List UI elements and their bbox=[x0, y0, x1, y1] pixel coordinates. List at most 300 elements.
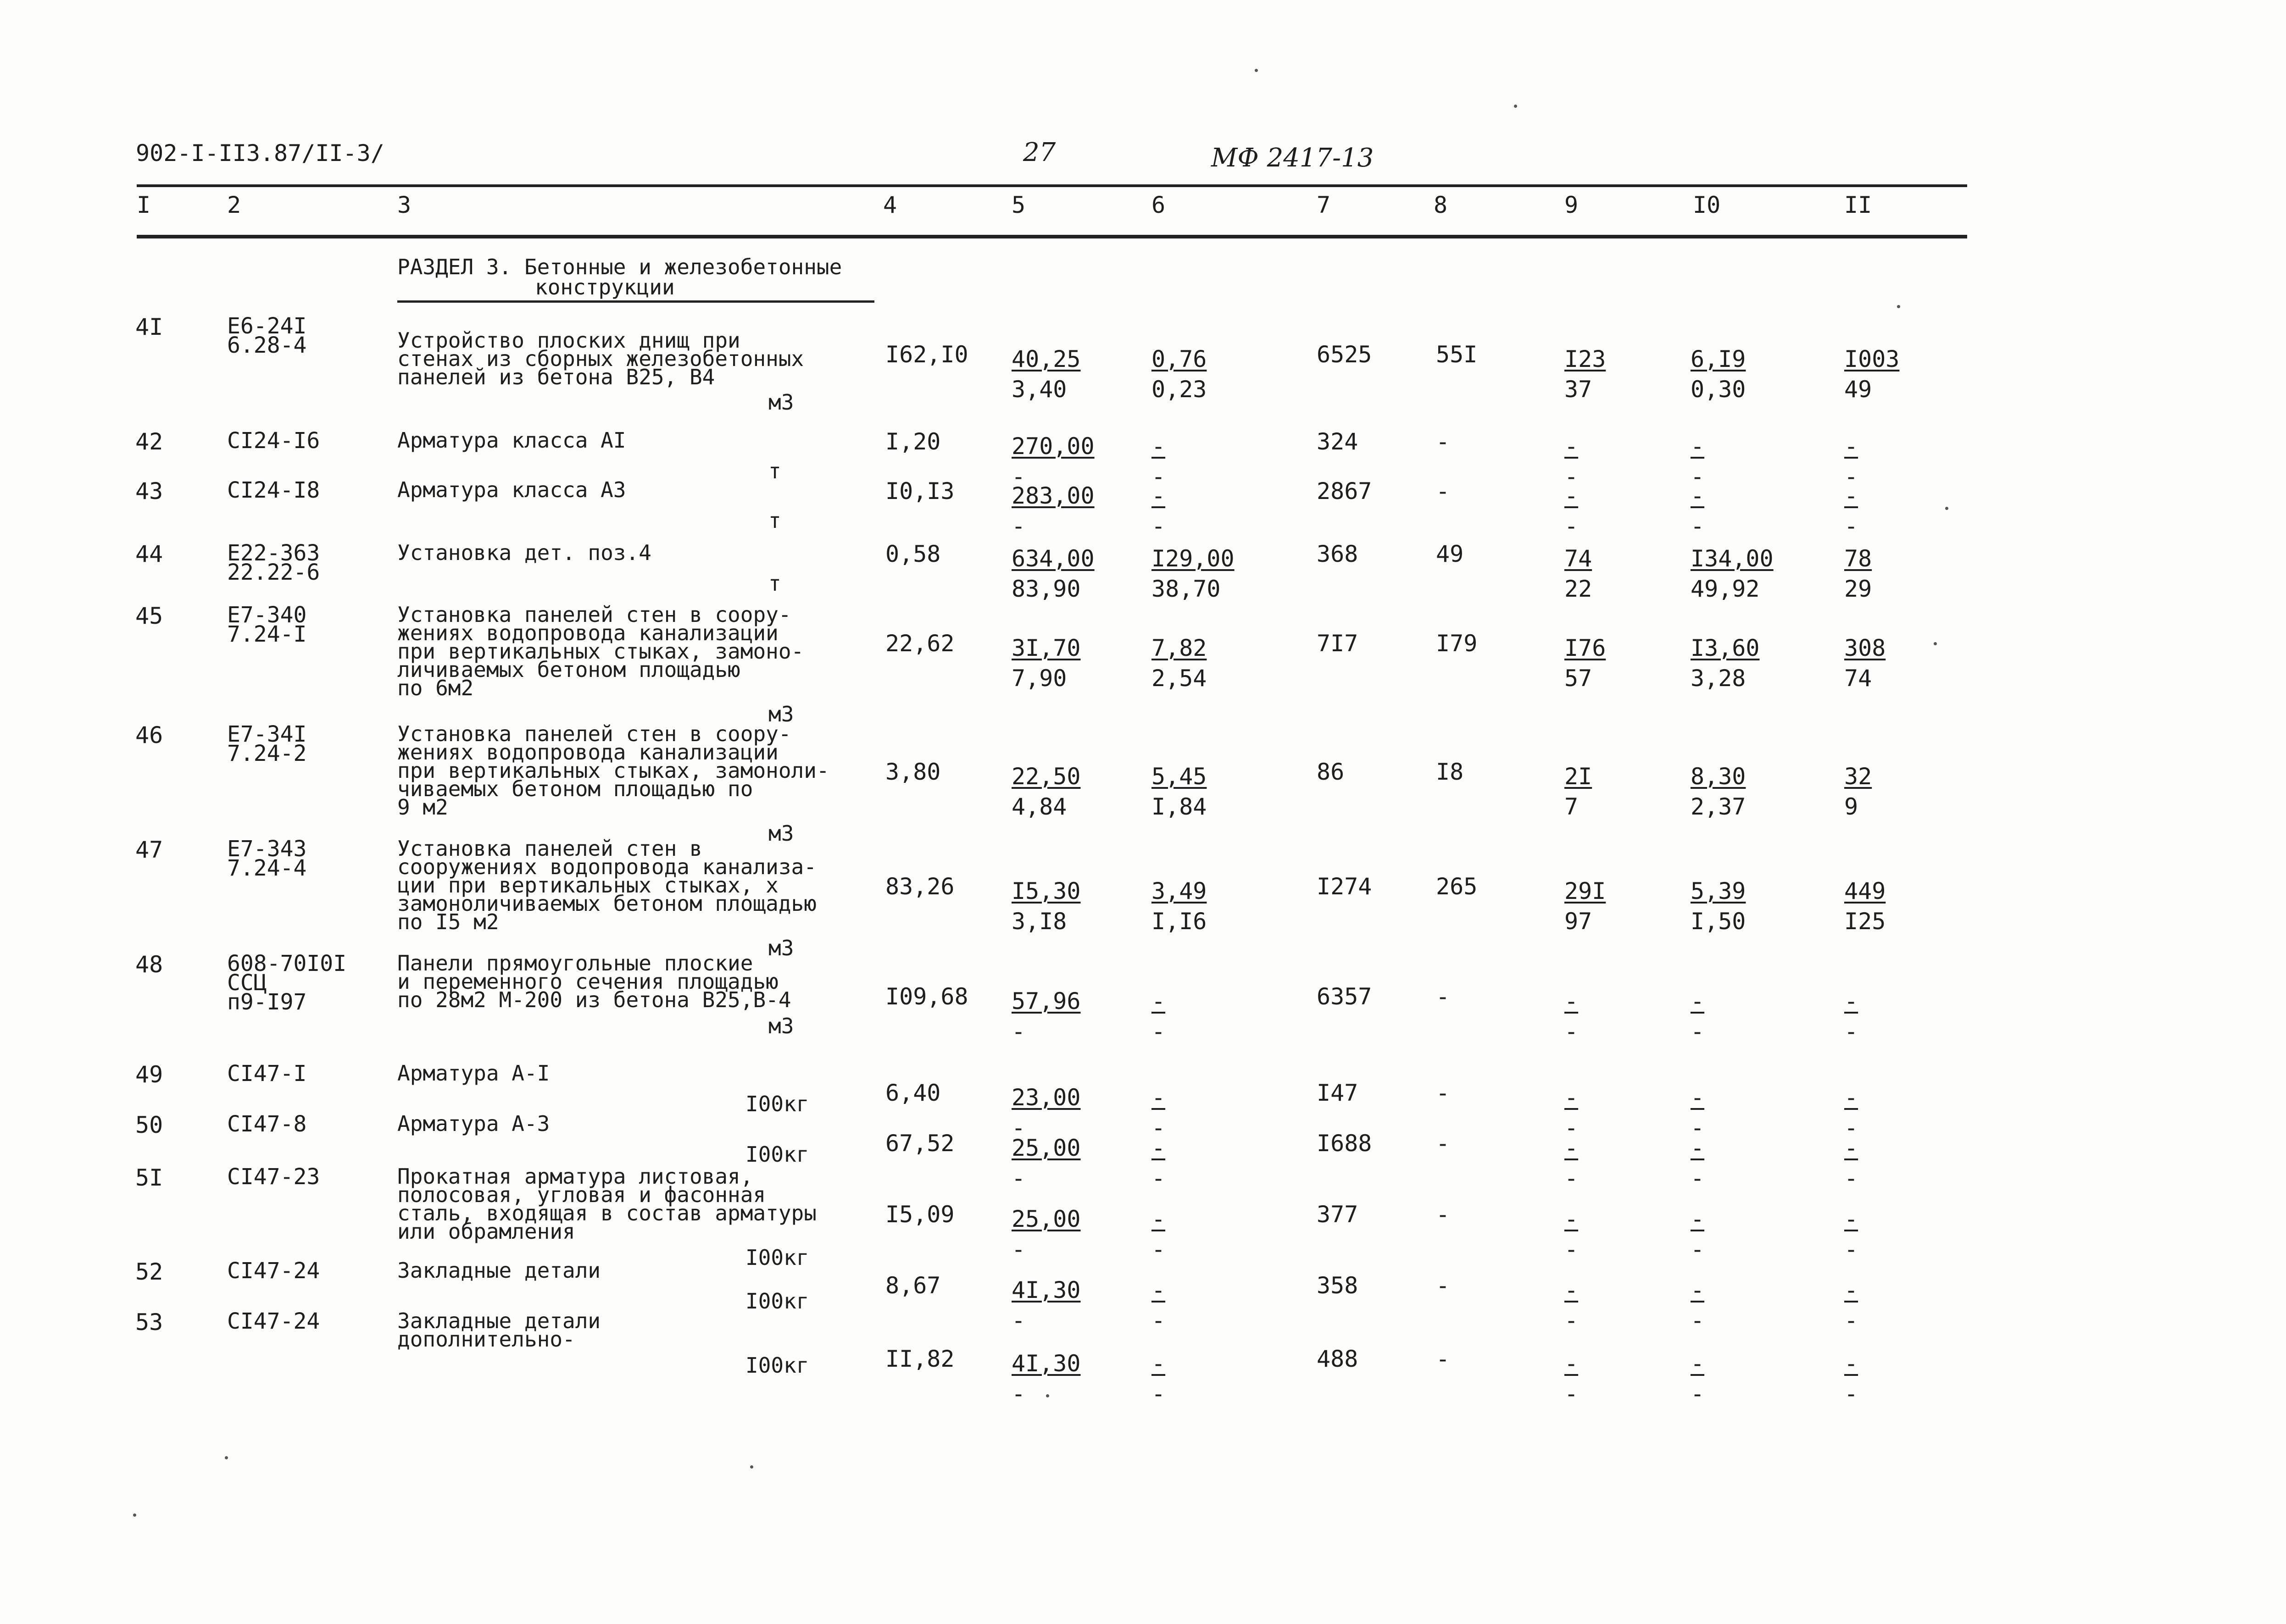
fraction-numerator: 32 bbox=[1844, 763, 1872, 790]
description-line: или обрамления bbox=[397, 1219, 575, 1244]
description-line: Панели прямоугольные плоские bbox=[397, 951, 753, 976]
cost-fraction-c5 bbox=[1012, 1275, 1081, 1336]
description-line: при вертикальных стыках, замоноли- bbox=[397, 758, 829, 783]
quantity: 8,67 bbox=[885, 1272, 941, 1299]
description-line: Арматура класса АI bbox=[397, 428, 626, 453]
description-line: при вертикальных стыках, замоно- bbox=[397, 639, 804, 664]
cost-fraction-c5 bbox=[1012, 344, 1081, 405]
fraction-numerator: - bbox=[1691, 988, 1705, 1014]
norm-code bbox=[227, 1061, 307, 1086]
work-description bbox=[397, 951, 874, 1012]
quantity: 0,58 bbox=[885, 541, 941, 567]
fraction-numerator: - bbox=[1691, 1084, 1705, 1111]
cost-fraction-c5 bbox=[1012, 633, 1081, 693]
norm-code-line: СI47-24 bbox=[227, 1258, 320, 1284]
norm-code bbox=[227, 602, 307, 647]
norm-code-line: СI24-I8 bbox=[227, 477, 320, 503]
description-line: по 28м2 М-200 из бетона В25,В-4 bbox=[397, 987, 791, 1012]
row-number: 5I bbox=[135, 1164, 163, 1191]
description-line: Арматура класса А3 bbox=[397, 477, 626, 502]
cost-total: 488 bbox=[1317, 1346, 1358, 1372]
cost-total: 324 bbox=[1317, 428, 1358, 455]
fraction-denominator: - bbox=[1691, 1018, 1705, 1045]
norm-code bbox=[227, 1258, 320, 1284]
fraction-numerator: - bbox=[1564, 482, 1579, 509]
fraction-denominator: - bbox=[1012, 1165, 1026, 1192]
norm-code-line: Е22-363 bbox=[227, 540, 320, 566]
cost-fraction-c10 bbox=[1691, 1133, 1704, 1193]
norm-code bbox=[227, 313, 307, 358]
fraction-denominator: 22 bbox=[1564, 576, 1592, 602]
description-line: сталь, входящая в состав арматуры bbox=[397, 1201, 817, 1225]
row-number: 43 bbox=[135, 478, 163, 504]
fraction-numerator: - bbox=[1691, 1135, 1705, 1161]
norm-code bbox=[227, 428, 320, 454]
fraction-denominator: - bbox=[1151, 513, 1166, 539]
fraction-numerator: 25,00 bbox=[1012, 1206, 1081, 1232]
fraction-denominator: - bbox=[1564, 1307, 1579, 1334]
norm-code bbox=[227, 1111, 307, 1137]
cost-total: 377 bbox=[1317, 1201, 1358, 1228]
cost-fraction-c6 bbox=[1151, 344, 1207, 405]
cost-fraction-c9 bbox=[1564, 876, 1606, 937]
wages-total: 265 bbox=[1436, 873, 1478, 900]
fraction-numerator: - bbox=[1691, 482, 1705, 509]
column-number: 7 bbox=[1317, 192, 1331, 218]
quantity: 6,40 bbox=[885, 1080, 941, 1106]
row-number: 53 bbox=[135, 1309, 163, 1336]
fraction-numerator: - bbox=[1151, 1084, 1166, 1111]
fraction-numerator: I23 bbox=[1564, 346, 1606, 372]
fraction-denominator: I,50 bbox=[1691, 908, 1746, 935]
work-description bbox=[397, 428, 874, 453]
fraction-denominator: 49,92 bbox=[1691, 576, 1760, 602]
cost-fraction-c11 bbox=[1844, 1348, 1858, 1409]
fraction-denominator: 83,90 bbox=[1012, 576, 1081, 602]
cost-fraction-c11 bbox=[1844, 876, 1886, 937]
cost-fraction-c10 bbox=[1691, 481, 1704, 541]
column-number: 6 bbox=[1151, 192, 1166, 218]
fraction-numerator: - bbox=[1564, 1350, 1579, 1377]
fraction-denominator: - bbox=[1844, 463, 1858, 490]
fraction-denominator: 2,37 bbox=[1691, 793, 1746, 820]
quantity: I0,I3 bbox=[885, 478, 955, 504]
fraction-numerator: - bbox=[1151, 482, 1166, 509]
archive-code: МФ 2417-13 bbox=[1211, 143, 1374, 173]
cost-fraction-c10 bbox=[1691, 633, 1760, 693]
scan-speck bbox=[1255, 69, 1258, 72]
fraction-denominator: - bbox=[1691, 1307, 1705, 1334]
fraction-denominator: 3,28 bbox=[1691, 665, 1746, 692]
fraction-numerator: 6,I9 bbox=[1691, 346, 1746, 372]
fraction-denominator: 0,30 bbox=[1691, 376, 1746, 403]
fraction-denominator: 9 bbox=[1844, 793, 1858, 820]
unit-of-measure: I00кг bbox=[745, 1092, 809, 1116]
norm-code bbox=[227, 836, 307, 881]
fraction-denominator: - bbox=[1691, 513, 1705, 539]
scan-speck bbox=[1046, 1394, 1049, 1397]
unit-of-measure: т bbox=[768, 571, 781, 596]
cost-total: 6525 bbox=[1317, 341, 1372, 368]
cost-fraction-c9 bbox=[1564, 761, 1592, 822]
norm-code-line: 7.24-I bbox=[227, 621, 307, 647]
wages-total: - bbox=[1436, 1201, 1450, 1228]
description-line: по I5 м2 bbox=[397, 909, 499, 934]
cost-total: 368 bbox=[1317, 541, 1358, 567]
unit-of-measure: м3 bbox=[768, 1014, 794, 1038]
description-line: полосовая, угловая и фасонная bbox=[397, 1182, 766, 1207]
fraction-denominator: I25 bbox=[1844, 908, 1886, 935]
norm-code bbox=[227, 477, 320, 503]
norm-code-line: п9-I97 bbox=[227, 989, 307, 1015]
fraction-numerator: I29,00 bbox=[1151, 545, 1235, 572]
fraction-denominator: - bbox=[1844, 513, 1858, 539]
fraction-numerator: 270,00 bbox=[1012, 433, 1095, 460]
fraction-numerator: - bbox=[1564, 433, 1579, 460]
cost-fraction-c6 bbox=[1151, 1348, 1165, 1409]
cost-fraction-c11 bbox=[1844, 1275, 1858, 1336]
section-title-line: конструкции bbox=[535, 275, 675, 299]
fraction-denominator: - bbox=[1151, 1114, 1166, 1141]
work-description bbox=[397, 1111, 874, 1136]
column-number: 8 bbox=[1434, 192, 1448, 218]
fraction-numerator: 5,45 bbox=[1151, 763, 1207, 790]
scan-speck bbox=[133, 1513, 136, 1517]
fraction-denominator: 57 bbox=[1564, 665, 1592, 692]
fraction-denominator: - bbox=[1151, 1165, 1166, 1192]
fraction-numerator: - bbox=[1151, 988, 1166, 1014]
cost-fraction-c5 bbox=[1012, 543, 1095, 604]
fraction-denominator: - bbox=[1844, 1236, 1858, 1263]
fraction-numerator: 40,25 bbox=[1012, 346, 1081, 372]
norm-code-line: Е6-24I bbox=[227, 313, 307, 339]
cost-fraction-c6 bbox=[1151, 543, 1235, 604]
fraction-denominator: - bbox=[1564, 1380, 1579, 1407]
unit-of-measure: м3 bbox=[768, 821, 794, 846]
fraction-denominator: 49 bbox=[1844, 376, 1872, 403]
cost-total: 2867 bbox=[1317, 478, 1372, 504]
fraction-denominator: - bbox=[1844, 1018, 1858, 1045]
fraction-numerator: 634,00 bbox=[1012, 545, 1095, 572]
cost-fraction-c9 bbox=[1564, 1348, 1578, 1409]
cost-fraction-c5 bbox=[1012, 876, 1081, 937]
work-description bbox=[397, 328, 874, 389]
fraction-numerator: - bbox=[1564, 1206, 1579, 1232]
description-line: и переменного сечения площадью bbox=[397, 969, 779, 994]
norm-code-line: 7.24-4 bbox=[227, 855, 307, 881]
fraction-numerator: I5,30 bbox=[1012, 878, 1081, 904]
cost-fraction-c10 bbox=[1691, 543, 1774, 604]
wages-total: 55I bbox=[1436, 341, 1478, 368]
description-line: ции при вертикальных стыках, х bbox=[397, 873, 779, 898]
fraction-numerator: - bbox=[1844, 1135, 1858, 1161]
work-description bbox=[397, 477, 874, 502]
work-description bbox=[397, 1164, 874, 1244]
norm-code bbox=[227, 951, 347, 1015]
fraction-numerator: 283,00 bbox=[1012, 482, 1095, 509]
fraction-denominator: - bbox=[1012, 1380, 1026, 1407]
norm-code-line: Е7-343 bbox=[227, 836, 307, 862]
fraction-numerator: 29I bbox=[1564, 878, 1606, 904]
section-title-line: РАЗДЕЛ 3. Бетонные и железобетонные bbox=[397, 255, 842, 279]
fraction-numerator: - bbox=[1691, 1277, 1705, 1303]
fraction-numerator: - bbox=[1691, 1206, 1705, 1232]
cost-fraction-c5 bbox=[1012, 761, 1081, 822]
fraction-denominator: - bbox=[1012, 463, 1026, 490]
cost-fraction-c10 bbox=[1691, 1348, 1704, 1409]
fraction-denominator: 2,54 bbox=[1151, 665, 1207, 692]
fraction-denominator: - bbox=[1691, 1114, 1705, 1141]
unit-of-measure: I00кг bbox=[745, 1142, 809, 1167]
norm-code bbox=[227, 1164, 320, 1190]
cost-fraction-c9 bbox=[1564, 1133, 1578, 1193]
fraction-numerator: - bbox=[1844, 482, 1858, 509]
fraction-numerator: - bbox=[1844, 1084, 1858, 1111]
wages-total: - bbox=[1436, 1080, 1450, 1106]
fraction-numerator: - bbox=[1564, 1277, 1579, 1303]
fraction-numerator: 5,39 bbox=[1691, 878, 1746, 904]
row-number: 46 bbox=[135, 722, 163, 748]
cost-fraction-c9 bbox=[1564, 543, 1592, 604]
fraction-numerator: 4I,30 bbox=[1012, 1277, 1081, 1303]
cost-fraction-c6 bbox=[1151, 1204, 1165, 1264]
norm-code-line: 7.24-2 bbox=[227, 741, 307, 766]
fraction-denominator: 37 bbox=[1564, 376, 1592, 403]
fraction-denominator: - bbox=[1151, 463, 1166, 490]
norm-code-line: ССЦ bbox=[227, 970, 267, 996]
cost-fraction-c11 bbox=[1844, 481, 1858, 541]
cost-fraction-c5 bbox=[1012, 1133, 1081, 1193]
fraction-numerator: I3,60 bbox=[1691, 635, 1760, 661]
norm-code-line: 6.28-4 bbox=[227, 333, 307, 358]
fraction-numerator: 7,82 bbox=[1151, 635, 1207, 661]
fraction-numerator: 78 bbox=[1844, 545, 1872, 572]
norm-code-line: 22.22-6 bbox=[227, 560, 320, 585]
description-line: дополнительно- bbox=[397, 1327, 575, 1352]
row-number: 4I bbox=[135, 314, 163, 340]
norm-code-line: Е7-34I bbox=[227, 721, 307, 747]
fraction-denominator: - bbox=[1012, 1114, 1026, 1141]
fraction-numerator: I003 bbox=[1844, 346, 1900, 372]
quantity: I62,I0 bbox=[885, 341, 968, 368]
quantity: I,20 bbox=[885, 428, 941, 455]
norm-code-line: Е7-340 bbox=[227, 602, 307, 628]
fraction-denominator: I,84 bbox=[1151, 793, 1207, 820]
cost-total: 86 bbox=[1317, 759, 1345, 785]
fraction-denominator: - bbox=[1691, 1380, 1705, 1407]
row-number: 49 bbox=[135, 1061, 163, 1088]
norm-code-line: СI47-24 bbox=[227, 1308, 320, 1334]
unit-of-measure: м3 bbox=[768, 936, 794, 960]
quantity: 83,26 bbox=[885, 873, 955, 900]
fraction-denominator: - bbox=[1844, 1165, 1858, 1192]
fraction-denominator: - bbox=[1151, 1307, 1166, 1334]
cost-total: 358 bbox=[1317, 1272, 1358, 1299]
cost-fraction-c11 bbox=[1844, 344, 1899, 405]
unit-of-measure: м3 bbox=[768, 702, 794, 726]
row-number: 50 bbox=[135, 1112, 163, 1138]
fraction-numerator: - bbox=[1151, 433, 1166, 460]
work-description bbox=[397, 540, 874, 565]
description-line: Прокатная арматура листовая, bbox=[397, 1164, 753, 1189]
cost-fraction-c6 bbox=[1151, 481, 1165, 541]
fraction-denominator: - bbox=[1844, 1307, 1858, 1334]
work-description bbox=[397, 1061, 874, 1086]
quantity: 22,62 bbox=[885, 630, 955, 657]
work-description bbox=[397, 721, 874, 820]
quantity: I09,68 bbox=[885, 983, 968, 1010]
cost-fraction-c11 bbox=[1844, 761, 1872, 822]
description-line: Установка дет. поз.4 bbox=[397, 540, 651, 565]
quantity: 67,52 bbox=[885, 1130, 955, 1157]
cost-fraction-c6 bbox=[1151, 1275, 1165, 1336]
cost-fraction-c9 bbox=[1564, 1275, 1578, 1336]
description-line: стенах из сборных железобетонных bbox=[397, 346, 804, 371]
cost-fraction-c11 bbox=[1844, 986, 1858, 1047]
wages-total: - bbox=[1436, 1130, 1450, 1157]
fraction-denominator: I,I6 bbox=[1151, 908, 1207, 935]
fraction-denominator: - bbox=[1564, 513, 1579, 539]
quantity: II,82 bbox=[885, 1346, 955, 1372]
cost-fraction-c9 bbox=[1564, 481, 1578, 541]
cost-fraction-c11 bbox=[1844, 1133, 1858, 1193]
description-line: панелей из бетона В25, В4 bbox=[397, 365, 715, 389]
scan-speck bbox=[1934, 642, 1937, 645]
description-line: по 6м2 bbox=[397, 676, 474, 700]
column-number: 5 bbox=[1012, 192, 1026, 218]
description-line: чиваемых бетоном площадью по bbox=[397, 776, 753, 801]
fraction-numerator: - bbox=[1564, 988, 1579, 1014]
fraction-denominator: 3,40 bbox=[1012, 376, 1067, 403]
fraction-denominator: - bbox=[1691, 1236, 1705, 1263]
fraction-denominator: - bbox=[1844, 1114, 1858, 1141]
description-line: Закладные детали bbox=[397, 1308, 601, 1333]
fraction-denominator: 7,90 bbox=[1012, 665, 1067, 692]
fraction-numerator: - bbox=[1844, 1277, 1858, 1303]
fraction-denominator: - bbox=[1564, 1236, 1579, 1263]
scan-speck bbox=[225, 1456, 228, 1459]
wages-total: - bbox=[1436, 1272, 1450, 1299]
fraction-numerator: 23,00 bbox=[1012, 1084, 1081, 1111]
description-line: жениях водопровода канализации bbox=[397, 740, 779, 765]
fraction-denominator: - bbox=[1564, 1114, 1579, 1141]
cost-total: I47 bbox=[1317, 1080, 1358, 1106]
cost-fraction-c5 bbox=[1012, 986, 1081, 1047]
scan-speck bbox=[1945, 507, 1948, 510]
cost-fraction-c5 bbox=[1012, 1348, 1081, 1409]
column-number: 9 bbox=[1564, 192, 1579, 218]
unit-of-measure: I00кг bbox=[745, 1353, 809, 1378]
cost-fraction-c6 bbox=[1151, 986, 1165, 1047]
fraction-denominator: - bbox=[1012, 1018, 1026, 1045]
fraction-denominator: 3,I8 bbox=[1012, 908, 1067, 935]
description-line: Установка панелей стен в соору- bbox=[397, 721, 791, 746]
wages-total: - bbox=[1436, 478, 1450, 504]
description-line: сооружениях водопровода канализа- bbox=[397, 854, 817, 879]
description-line: Арматура А-3 bbox=[397, 1111, 550, 1136]
norm-code-line: СI47-8 bbox=[227, 1111, 307, 1137]
work-description bbox=[397, 602, 874, 700]
unit-of-measure: I00кг bbox=[745, 1289, 809, 1314]
unit-of-measure: т bbox=[768, 459, 781, 483]
cost-fraction-c9 bbox=[1564, 633, 1606, 693]
norm-code bbox=[227, 721, 307, 766]
fraction-denominator: - bbox=[1151, 1236, 1166, 1263]
fraction-numerator: 4I,30 bbox=[1012, 1350, 1081, 1377]
fraction-numerator: I76 bbox=[1564, 635, 1606, 661]
fraction-denominator: - bbox=[1012, 1307, 1026, 1334]
fraction-denominator: - bbox=[1012, 513, 1026, 539]
fraction-denominator: - bbox=[1691, 1165, 1705, 1192]
cost-fraction-c5 bbox=[1012, 481, 1095, 541]
fraction-numerator: 308 bbox=[1844, 635, 1886, 661]
fraction-denominator: - bbox=[1151, 1018, 1166, 1045]
cost-fraction-c10 bbox=[1691, 1204, 1704, 1264]
cost-fraction-c9 bbox=[1564, 344, 1606, 405]
scan-speck bbox=[1514, 105, 1517, 108]
fraction-denominator: - bbox=[1151, 1380, 1166, 1407]
row-number: 48 bbox=[135, 951, 163, 978]
wages-total: 49 bbox=[1436, 541, 1464, 567]
fraction-denominator: - bbox=[1564, 1018, 1579, 1045]
fraction-denominator: - bbox=[1012, 1236, 1026, 1263]
row-number: 42 bbox=[135, 428, 163, 455]
cost-fraction-c10 bbox=[1691, 344, 1746, 405]
fraction-numerator: 3,49 bbox=[1151, 878, 1207, 904]
wages-total: I79 bbox=[1436, 630, 1478, 657]
cost-fraction-c6 bbox=[1151, 761, 1207, 822]
cost-total: 7I7 bbox=[1317, 630, 1358, 657]
description-line: Арматура А-I bbox=[397, 1061, 550, 1086]
fraction-numerator: - bbox=[1844, 433, 1858, 460]
cost-fraction-c11 bbox=[1844, 543, 1872, 604]
description-line: Устройство плоских днищ при bbox=[397, 328, 740, 353]
quantity: 3,80 bbox=[885, 759, 941, 785]
cost-fraction-c11 bbox=[1844, 1204, 1858, 1264]
fraction-denominator: 74 bbox=[1844, 665, 1872, 692]
cost-fraction-c9 bbox=[1564, 1204, 1578, 1264]
norm-code bbox=[227, 540, 320, 585]
fraction-numerator: - bbox=[1564, 1084, 1579, 1111]
cost-total: 6357 bbox=[1317, 983, 1372, 1010]
fraction-numerator: - bbox=[1151, 1206, 1166, 1232]
fraction-numerator: 3I,70 bbox=[1012, 635, 1081, 661]
row-number: 52 bbox=[135, 1258, 163, 1285]
cost-fraction-c9 bbox=[1564, 986, 1578, 1047]
fraction-numerator: 2I bbox=[1564, 763, 1592, 790]
description-line: Установка панелей стен в соору- bbox=[397, 602, 791, 627]
fraction-numerator: - bbox=[1151, 1277, 1166, 1303]
fraction-numerator: - bbox=[1151, 1135, 1166, 1161]
column-number: I bbox=[137, 192, 151, 218]
fraction-numerator: 0,76 bbox=[1151, 346, 1207, 372]
unit-of-measure: т bbox=[768, 508, 781, 533]
fraction-numerator: - bbox=[1844, 1350, 1858, 1377]
fraction-numerator: 449 bbox=[1844, 878, 1886, 904]
description-line: Установка панелей стен в bbox=[397, 836, 702, 861]
fraction-denominator: 38,70 bbox=[1151, 576, 1221, 602]
fraction-numerator: - bbox=[1844, 1206, 1858, 1232]
fraction-denominator: - bbox=[1844, 1380, 1858, 1407]
fraction-denominator: 7 bbox=[1564, 793, 1579, 820]
cost-total: I274 bbox=[1317, 873, 1372, 900]
description-line: личиваемых бетоном площадью bbox=[397, 657, 740, 682]
wages-total: - bbox=[1436, 428, 1450, 455]
cost-fraction-c10 bbox=[1691, 1275, 1704, 1336]
cost-fraction-c5 bbox=[1012, 1204, 1081, 1264]
fraction-denominator: 29 bbox=[1844, 576, 1872, 602]
fraction-denominator: 4,84 bbox=[1012, 793, 1067, 820]
